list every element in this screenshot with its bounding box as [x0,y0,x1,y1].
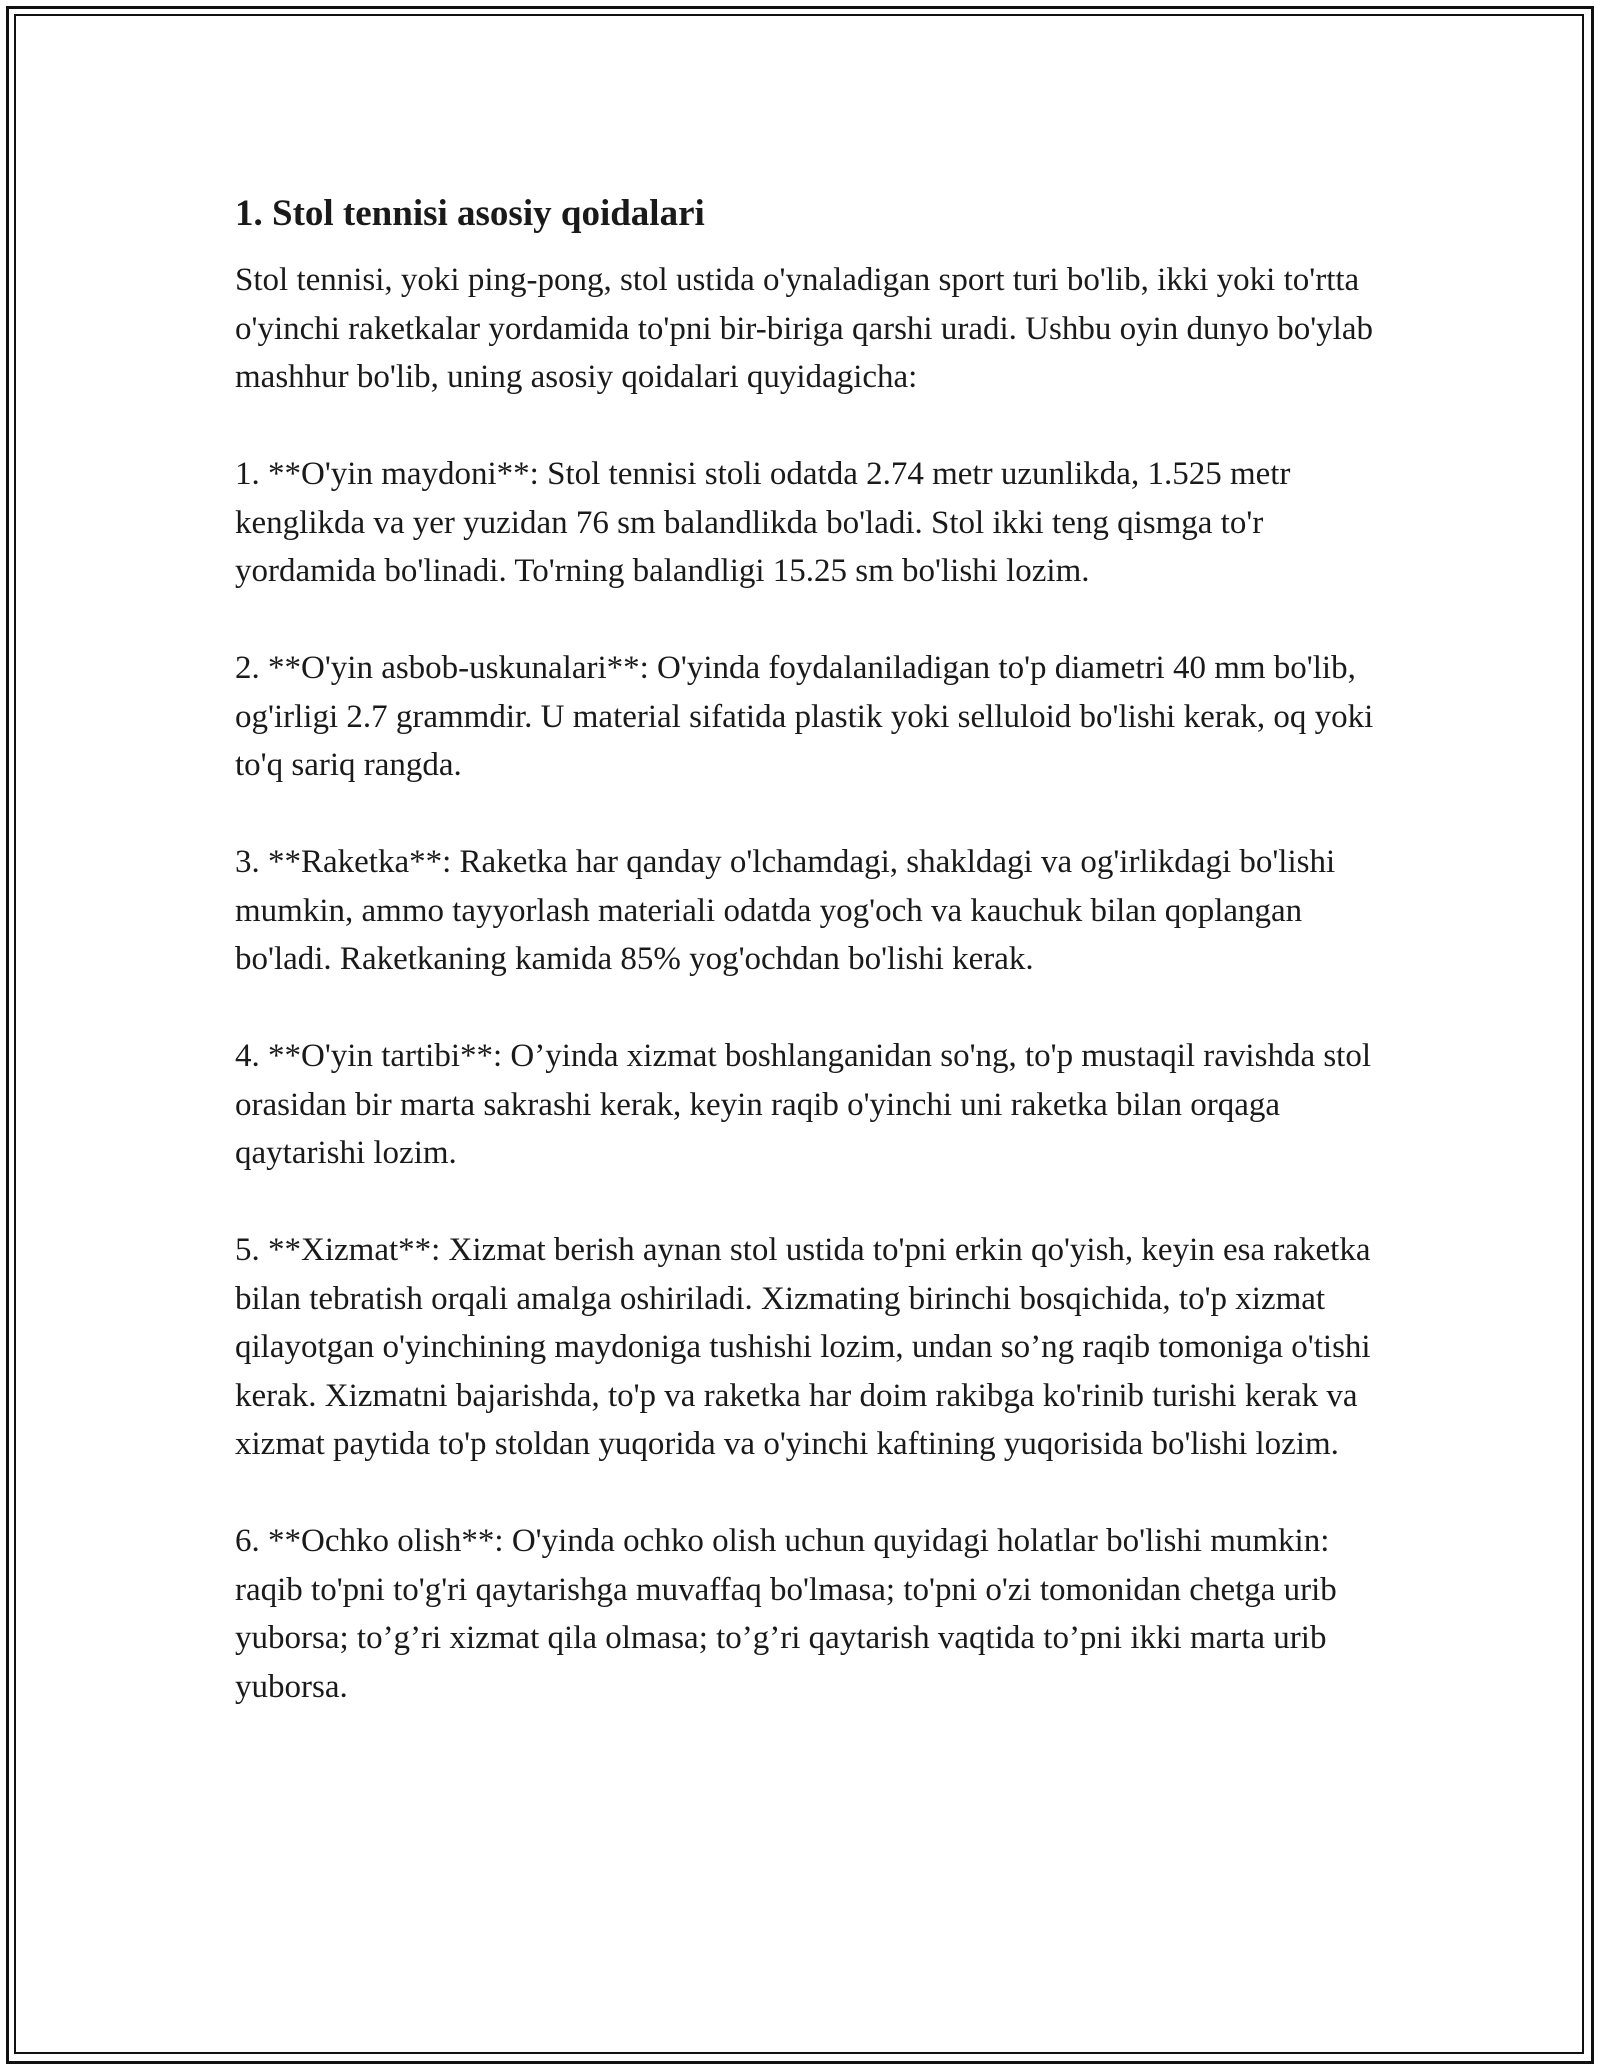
rule-item-3: 3. **Raketka**: Raketka har qanday o'lchamdagi, shakldagi va og'irlikdagi bo'lishi mumkin, ammo tayyorlash materiali odatda yog'och va kauchuk bilan qoplangan bo'ladi. Raketkaning kamida 85% yog'ochdan bo'lishi kerak. [235,844,1336,977]
intro-paragraph: Stol tennisi, yoki ping-pong, stol ustida o'ynaladigan sport turi bo'lib, ikki yoki to'rtta o'yinchi raketkalar yordamida to'pni bir-biriga qarshi uradi. Ushbu oyin dunyo bo'ylab mashhur bo'lib, uning asosiy qoidalari quyidagicha: [235,262,1374,395]
rule-item-2: 2. **O'yin asbob-uskunalari**: O'yinda foydalaniladigan to'p diametri 40 mm bo'lib, og'irligi 2.7 grammdir. U material sifatida plastik yoki selluloid bo'lishi kerak, oq yoki to'q sariq rangda. [235,650,1374,783]
document-body [235,186,1375,1711]
document-title: 1. Stol tennisi asosiy qoidalari [235,193,705,234]
rule-item-5: 5. **Xizmat**: Xizmat berish aynan stol ustida to'pni erkin qo'yish, keyin esa raketka bilan tebratish orqali amalga oshiriladi. Xizmating birinchi bosqichida, to'p xizmat qilayotgan o'yinchining maydoniga tushishi lozim, undan so’ng raqib tomoniga o'tishi kerak. Xizmatni bajarishda, to'p va raketka har doim rakibga ko'rinib turishi kerak va xizmat paytida to'p stoldan yuqorida va o'yinchi kaftining yuqorisida bo'lishi lozim. [235,1232,1371,1462]
rule-item-1: 1. **O'yin maydoni**: Stol tennisi stoli odatda 2.74 metr uzunlikda, 1.525 metr kenglikda va yer yuzidan 76 sm balandlikda bo'ladi. Stol ikki teng qismga to'r yordamida bo'linadi. To'rning balandligi 15.25 sm bo'lishi lozim. [235,456,1291,589]
rule-item-4: 4. **O'yin tartibi**: O’yinda xizmat boshlanganidan so'ng, to'p mustaqil ravishda stol orasidan bir marta sakrashi kerak, keyin raqib o'yinchi uni raketka bilan orqaga qaytarishi lozim. [235,1038,1372,1171]
rule-item-6: 6. **Ochko olish**: O'yinda ochko olish uchun quyidagi holatlar bo'lishi mumkin: raqib to'pni to'g'ri qaytarishga muvaffaq bo'lmasa; to'pni o'zi tomonidan chetga urib yuborsa; to’g’ri xizmat qila olmasa; to’g’ri qaytarish vaqtida to’pni ikki marta urib yuborsa. [235,1523,1337,1705]
